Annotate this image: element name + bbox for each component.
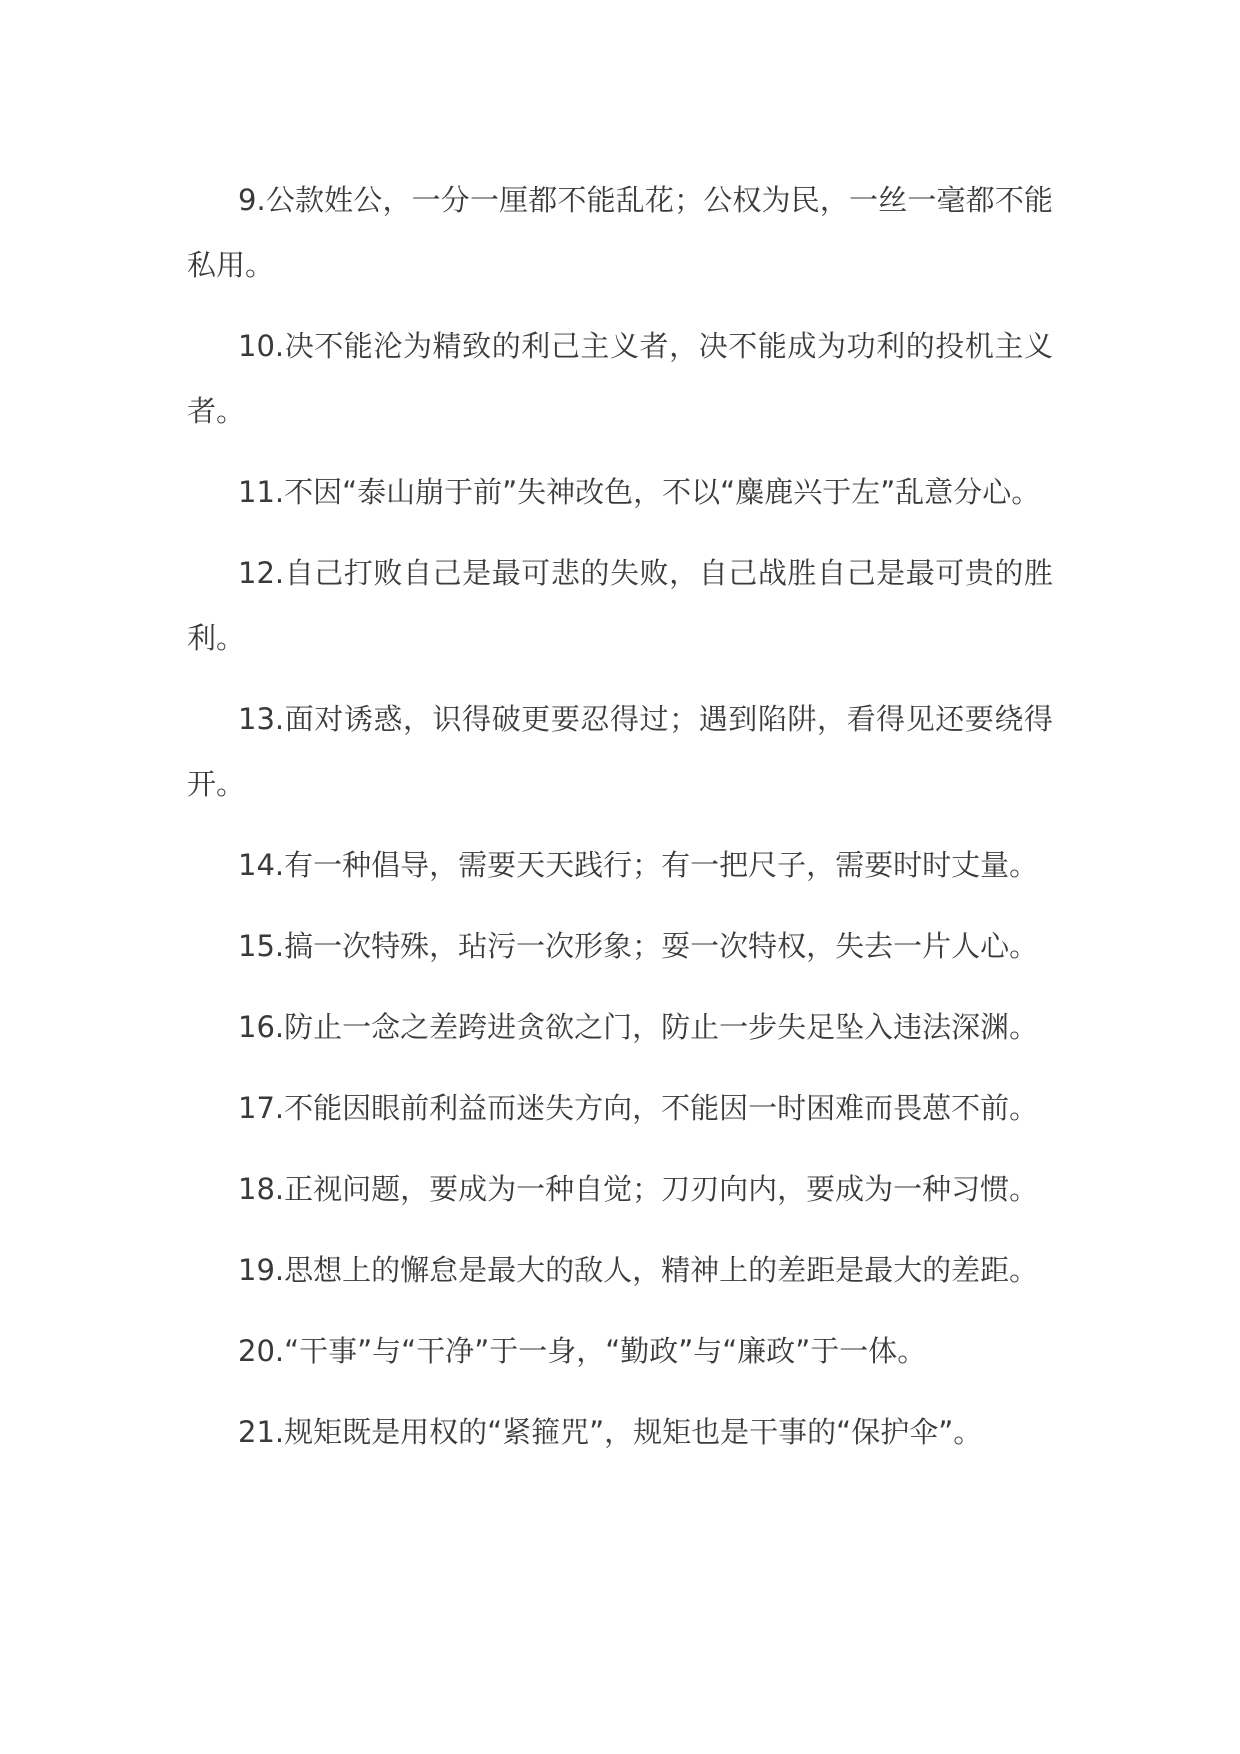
paragraph-11: 11.不因“泰山崩于前”失神改色，不以“麋鹿兴于左”乱意分心。 — [238, 475, 1041, 509]
paragraph-21: 21.规矩既是用权的“紧箍咒”，规矩也是干事的“保护伞”。 — [238, 1415, 983, 1449]
paragraph-14: 14.有一种倡导，需要天天践行；有一把尺子，需要时时丈量。 — [238, 848, 1039, 882]
paragraph-15: 15.搞一次特殊，玷污一次形象；耍一次特权，失去一片人心。 — [238, 929, 1039, 963]
paragraph-12: 12.自己打败自己是最可悲的失败，自己战胜自己是最可贵的胜利。 — [187, 556, 1053, 655]
paragraph-20: 20.“干事”与“干净”于一身，“勤政”与“廉政”于一体。 — [238, 1334, 927, 1368]
paragraph-19: 19.思想上的懈怠是最大的敌人，精神上的差距是最大的差距。 — [238, 1253, 1039, 1287]
paragraph-18: 18.正视问题，要成为一种自觉；刀刃向内，要成为一种习惯。 — [238, 1172, 1039, 1206]
paragraph-16: 16.防止一念之差跨进贪欲之门，防止一步失足坠入违法深渊。 — [238, 1010, 1039, 1044]
document-body — [187, 168, 1053, 1481]
paragraph-17: 17.不能因眼前利益而迷失方向，不能因一时困难而畏葸不前。 — [238, 1091, 1039, 1125]
paragraph-9: 9.公款姓公，一分一厘都不能乱花；公权为民，一丝一毫都不能私用。 — [187, 183, 1053, 282]
paragraph-10: 10.决不能沦为精致的利己主义者，决不能成为功利的投机主义者。 — [187, 329, 1053, 428]
paragraph-13: 13.面对诱惑，识得破更要忍得过；遇到陷阱，看得见还要绕得开。 — [187, 702, 1053, 801]
